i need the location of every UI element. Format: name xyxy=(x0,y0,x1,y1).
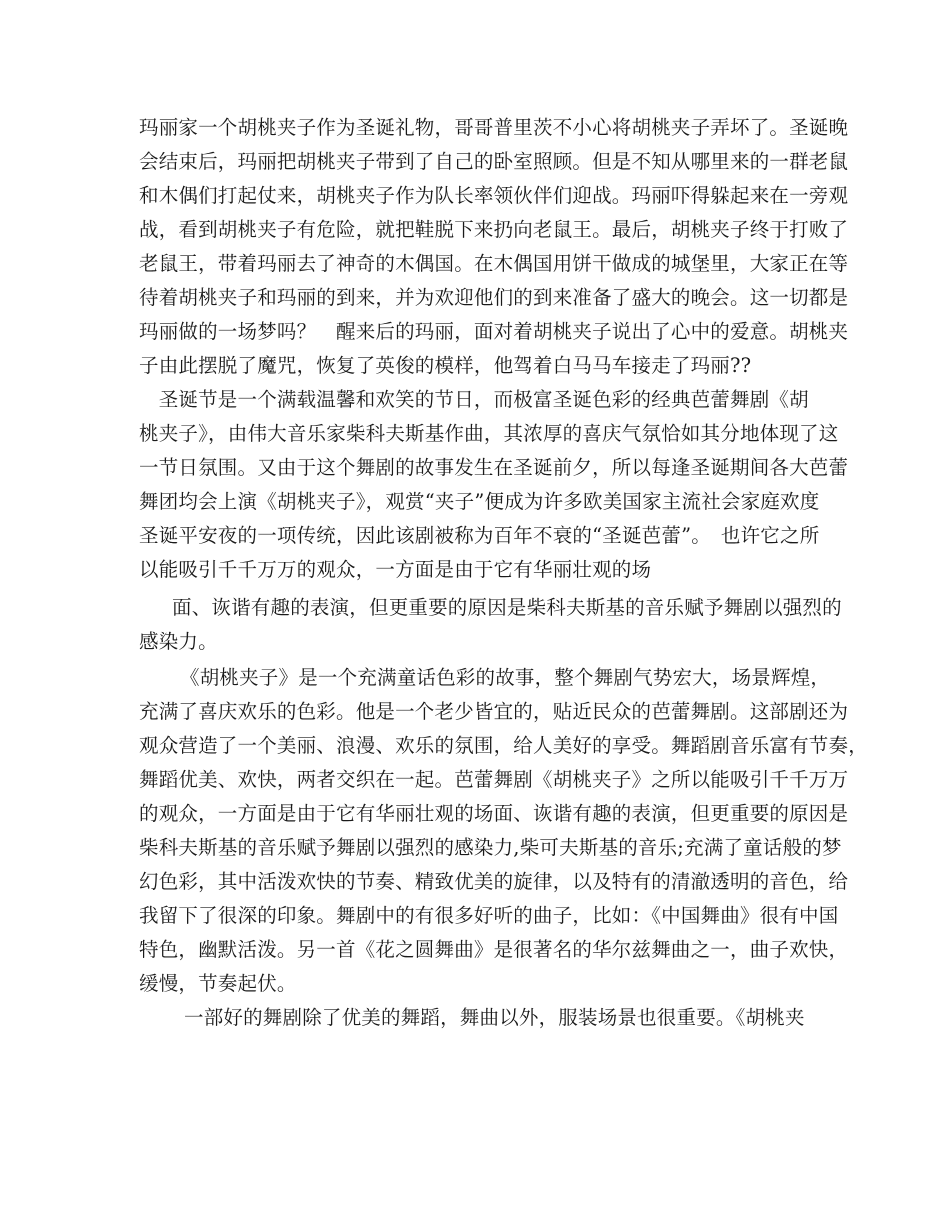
paragraph-line: 圣诞平安夜的一项传统，因此该剧被称为百年不衰的“圣诞芭蕾”。 也许它之所 xyxy=(139,524,820,547)
paragraph-line: 柴科夫斯基的音乐赋予舞剧以强烈的感染力,柴可夫斯基的音乐;充满了童话般的梦 xyxy=(139,836,842,859)
paragraph-line: 的观众，一方面是由于它有华丽壮观的场面、诙谐有趣的表演，但更重要的原因是 xyxy=(139,802,849,825)
paragraph-line: 老鼠王，带着玛丽去了神奇的木偶国。在木偶国用饼干做成的城堡里，大家正在等 xyxy=(139,252,849,275)
paragraph-line: 一部好的舞剧除了优美的舞蹈，舞曲以外，服装场景也很重要。《胡桃夹 xyxy=(184,1006,805,1029)
paragraph-line: 玛丽家一个胡桃夹子作为圣诞礼物，哥哥普里茨不小心将胡桃夹子弄坏了。圣诞晚 xyxy=(139,116,849,139)
paragraph-line: 观众营造了一个美丽、浪漫、欢乐的氛围，给人美好的享受。舞蹈剧音乐富有节奏， xyxy=(139,734,868,757)
paragraph-line: 特色，幽默活泼。另一首《花之圆舞曲》是很著名的华尔兹舞曲之一，曲子欢快， xyxy=(139,938,849,961)
paragraph-line: 子由此摆脱了魔咒，恢复了英俊的模样，他驾着白马马车接走了玛丽?? xyxy=(139,354,752,377)
paragraph-line: 和木偶们打起仗来，胡桃夹子作为队长率领伙伴们迎战。玛丽吓得躲起来在一旁观 xyxy=(139,184,849,207)
paragraph-line: 会结束后，玛丽把胡桃夹子带到了自己的卧室照顾。但是不知从哪里来的一群老鼠 xyxy=(139,150,849,173)
paragraph-line: 舞蹈优美、欢快，两者交织在一起。芭蕾舞剧《胡桃夹子》之所以能吸引千千万万 xyxy=(139,768,849,791)
paragraph-line: 《胡桃夹子》是一个充满童话色彩的故事，整个舞剧气势宏大，场景辉煌， xyxy=(180,666,831,689)
paragraph-line: 感染力。 xyxy=(139,630,218,653)
paragraph-line: 桃夹子》，由伟大音乐家柴科夫斯基作曲，其浓厚的喜庆气氛恰如其分地体现了这 xyxy=(139,422,839,445)
paragraph-line: 玛丽做的一场梦吗？ 醒来后的玛丽，面对着胡桃夹子说出了心中的爱意。胡桃夹 xyxy=(139,320,849,343)
paragraph-line: 待着胡桃夹子和玛丽的到来，并为欢迎他们的到来准备了盛大的晚会。这一切都是 xyxy=(139,286,849,309)
paragraph-line: 战，看到胡桃夹子有危险，就把鞋脱下来扔向老鼠王。最后，胡桃夹子终于打败了 xyxy=(139,218,849,241)
paragraph-line: 幻色彩，其中活泼欢快的节奏、精致优美的旋律，以及特有的清澈透明的音色，给 xyxy=(139,870,849,893)
paragraph-line: 充满了喜庆欢乐的色彩。他是一个老少皆宜的，贴近民众的芭蕾舞剧。这部剧还为 xyxy=(139,700,849,723)
paragraph-line: 缓慢，节奏起伏。 xyxy=(139,972,297,995)
paragraph-line: 以能吸引千千万万的观众，一方面是由于它有华丽壮观的场 xyxy=(139,558,652,581)
paragraph-line: 面、诙谐有趣的表演，但更重要的原因是柴科夫斯基的音乐赋予舞剧以强烈的 xyxy=(172,596,842,619)
paragraph-line: 我留下了很深的印象。舞剧中的有很多好听的曲子，比如：《中国舞曲》很有中国 xyxy=(139,904,839,927)
paragraph-line: 舞团均会上演《胡桃夹子》，观赏“夹子”便成为许多欧美国家主流社会家庭欢度 xyxy=(139,490,820,513)
paragraph-line: 一节日氛围。又由于这个舞剧的故事发生在圣诞前夕，所以每逢圣诞期间各大芭蕾 xyxy=(139,456,849,479)
paragraph-line: 圣诞节是一个满载温馨和欢笑的节日，而极富圣诞色彩的经典芭蕾舞剧《胡 xyxy=(139,388,809,411)
